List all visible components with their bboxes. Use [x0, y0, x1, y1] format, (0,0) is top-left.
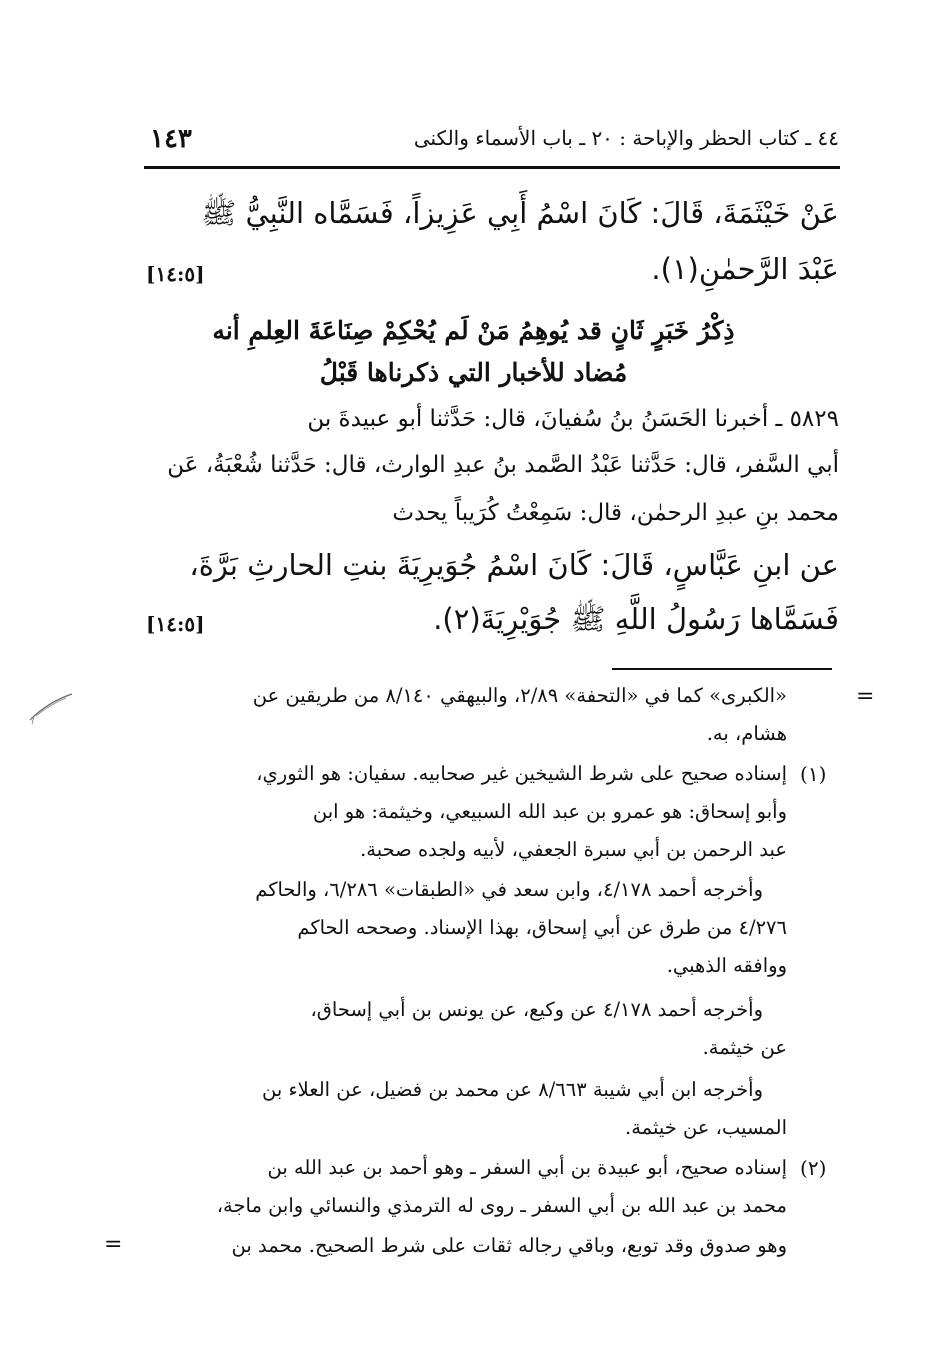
- running-header-title: ٤٤ ـ كتاب الحظر والإباحة : ٢٠ ـ باب الأسماء والكنى: [413, 126, 839, 150]
- footnote-1-number: (١): [800, 762, 827, 786]
- footnote-2-line-1: إسناده صحيح، أبو عبيدة بن أبي السفر ـ وهو أحمد بن عبد الله بن: [267, 1156, 787, 1179]
- continuation-mark-bottom: =: [104, 1232, 123, 1257]
- footnote-rule: [612, 668, 832, 670]
- hadith-1-reference: [١٤:٥]: [146, 262, 205, 286]
- hadith-2-reference: [١٤:٥]: [146, 612, 205, 636]
- margin-pen-mark-icon: [26, 690, 74, 726]
- isnad-line-2: أبي السَّفر، قال: حَدَّثنا عَبْدُ الصَّمد بنُ عبدِ الوارث، قال: حَدَّثنا شُعْبَةُ، عَن: [167, 452, 839, 478]
- footnote-1-line-2: وأبو إسحاق: هو عمرو بن عبد الله السبيعي، وخيثمة: هو ابن: [312, 800, 787, 823]
- header-rule: [144, 166, 840, 169]
- footnote-continuation-line-1: «الكبرى» كما في «التحفة» ٢/٨٩، والبيهقي ٨/١٤٠ من طريقين عن: [252, 684, 787, 707]
- footnote-1-para-3-line-1: وأخرجه أحمد ٤/١٧٨ عن وكيع، عن يونس بن أبي إسحاق،: [310, 998, 763, 1021]
- continuation-mark-top: =: [856, 684, 875, 709]
- footnote-2-line-2: محمد بن عبد الله بن أبي السفر ـ روى له الترمذي والنسائي وابن ماجة،: [216, 1194, 787, 1217]
- hadith-1-line-1: عَنْ خَيْثَمَةَ، قَالَ: كَانَ اسْمُ أَبِي عَزِيزاً، فَسَمَّاه النَّبِيُّ ﷺ: [201, 196, 839, 230]
- chapter-heading-line-1: ذِكْرُ خَبَرٍ ثَانٍ قد يُوهِمُ مَنْ لَم يُحْكِمْ صِنَاعَةَ العِلمِ أنه: [212, 316, 735, 345]
- footnote-1-para-3-line-2: عن خيثمة.: [702, 1036, 787, 1059]
- footnote-1-para-4-line-2: المسيب، عن خيثمة.: [625, 1116, 787, 1139]
- footnote-1-para-2-line-2: ٤/٢٧٦ من طرق عن أبي إسحاق، بهذا الإسناد. وصححه الحاكم: [297, 916, 787, 939]
- footnote-continuation-line-2: هشام، به.: [706, 722, 787, 745]
- footnote-1-line-1: إسناده صحيح على شرط الشيخين غير صحابيه. سفيان: هو الثوري،: [256, 762, 787, 785]
- hadith-1-line-2: عَبْدَ الرَّحمٰنِ(١).: [651, 252, 839, 286]
- hadith-2-line-2: فَسَمَّاها رَسُولُ اللَّهِ ﷺ جُوَيْرِيَةَ(٢).: [433, 602, 839, 636]
- footnote-1-line-3: عبد الرحمن بن أبي سبرة الجعفي، لأبيه ولجده صحبة.: [360, 838, 787, 861]
- isnad-line-1: ٥٨٢٩ ـ أخبرنا الحَسَنُ بنُ سُفيانَ، قال: حَدَّثنا أبو عبيدةَ بن: [307, 406, 839, 432]
- page-number: ١٤٣: [150, 124, 192, 154]
- footnote-1-para-2-line-3: ووافقه الذهبي.: [666, 954, 787, 977]
- isnad-line-3: محمد بنِ عبدِ الرحمٰن، قال: سَمِعْتُ كُرَيباً يحدث: [392, 500, 839, 526]
- footnote-2-number: (٢): [800, 1156, 827, 1180]
- footnote-1-para-4-line-1: وأخرجه ابن أبي شيبة ٨/٦٦٣ عن محمد بن فضيل، عن العلاء بن: [262, 1078, 763, 1101]
- footnote-1-para-2-line-1: وأخرجه أحمد ٤/١٧٨، وابن سعد في «الطبقات» ٦/٢٨٦، والحاكم: [255, 878, 763, 901]
- footnote-2-line-3: وهو صدوق وقد توبع، وباقي رجاله ثقات على شرط الصحيح. محمد بن: [231, 1234, 787, 1257]
- chapter-heading-line-2: مُضاد للأخبار التي ذكرناها قَبْلُ: [319, 358, 628, 387]
- hadith-2-line-1: عن ابنِ عَبَّاسٍ، قَالَ: كَانَ اسْمُ جُوَيرِيَةَ بنتِ الحارثِ بَرَّةَ،: [189, 548, 839, 582]
